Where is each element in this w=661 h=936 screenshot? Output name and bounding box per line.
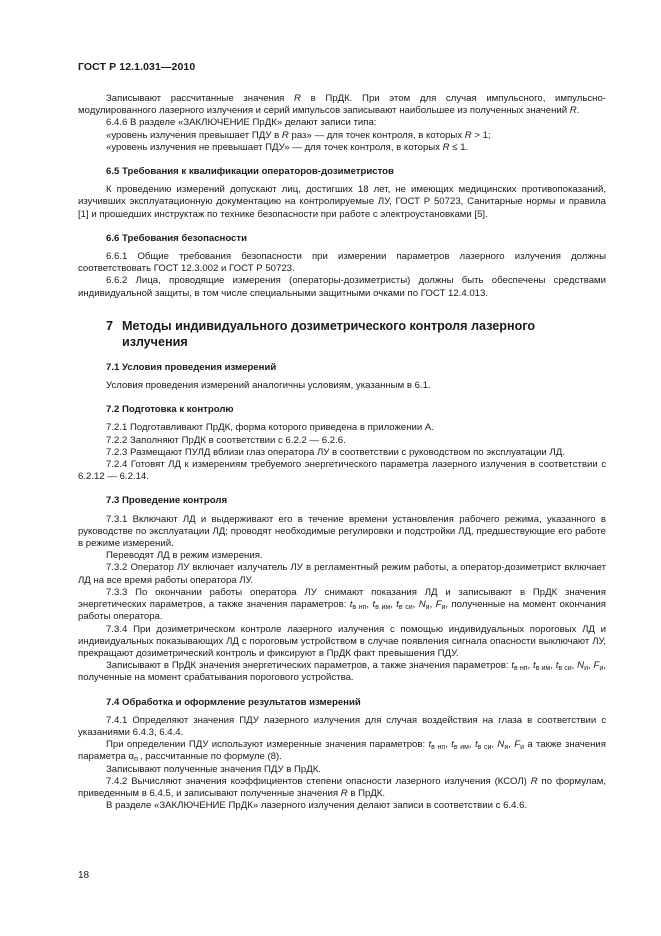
paragraph-switch-mode: Переводят ЛД в режим измерения. xyxy=(106,550,263,562)
paragraph-exceeds: «уровень излучения превышает ПДУ в R раз» — для точек контроля, в которых R > 1; xyxy=(106,129,491,141)
heading-6-5: 6.5 Требования к квалификации операторов-дозиметристов xyxy=(106,166,394,178)
paragraph-threshold-record: Записывают в ПрДК значения энергетических параметров, а также значения параметров: $t_{в нп}$, $t_{в им}$, $t_{в си}$, $N_и$, $F_и$, полученные на момент срабатывания порогового устройства. xyxy=(78,660,606,684)
paragraph-7-3-2: 7.3.2 Оператор ЛУ включает излучатель ЛУ в регламентный режим работы, а оператор-дозиметрист включает ЛД на все время работы оператора ЛУ. xyxy=(78,562,606,586)
paragraph-6-6-2: 6.6.2 Лица, проводящие измерения (операторы-дозиметристы) должны быть обеспечены средствами индивидуальной защиты, в том числе специальными защитными очками по ГОСТ 12.4.013. xyxy=(78,275,606,299)
paragraph-6-5: К проведению измерений допускают лиц, достигших 18 лет, не имеющих медицинских противопоказаний, изучивших эксплуатационную документацию на контролируемые ЛУ, ГОСТ Р 50723, Санитарные нормы и правила [1] и прошедших инструктаж по технике безопасности при работе с электроустановками [5]. xyxy=(78,184,606,220)
paragraph-record-pdu: Записывают полученные значения ПДУ в ПрДК. xyxy=(106,763,321,775)
paragraph-7-2-1: 7.2.1 Подготавливают ПрДК, форма которого приведена в приложении А. xyxy=(106,422,434,434)
paragraph-7-2-4: 7.2.4 Готовят ЛД к измерениям требуемого энергетического параметра лазерного излучения в соответствии с 6.2.12 — 6.2.14. xyxy=(78,459,606,483)
heading-7-2: 7.2 Подготовка к контролю xyxy=(106,404,234,416)
paragraph-7-2-3: 7.2.3 Размещают ПУЛД вблизи глаз оператора ЛУ в соответствии с руководством по эксплуатации ЛД. xyxy=(106,446,565,458)
heading-7-3: 7.3 Проведение контроля xyxy=(106,495,228,507)
paragraph-7-1: Условия проведения измерений аналогичны условиям, указанным в 6.1. xyxy=(106,380,431,392)
paragraph-7-3-3: 7.3.3 По окончании работы оператора ЛУ снимают показания ЛД и записывают в ПрДК значения энергетических параметров, а также значения параметров: $t_{в нп}$, $t_{в им}$, $t_{в си}$, $N_и$, $F_и$, полученные на момент окончания работы оператора. xyxy=(78,586,606,623)
paragraph-pdu-params: При определении ПДУ используют измеренные значения параметров: $t_{в нп}$, $t_{в им}$, $t_{в си}$, $N_и$, $F_и$ а также значения параметра $\alpha_п$ , рассчитанные по формуле (8). xyxy=(78,739,606,764)
paragraph-7-4-1: 7.4.1 Определяют значения ПДУ лазерного излучения для случая воздействия на глаза в соответствии с указаниями 6.4.3, 6.4.4. xyxy=(78,714,606,738)
heading-section-7: 7 Методы индивидуального дозиметрического контроля лазерного излучения xyxy=(106,318,536,349)
heading-7-1: 7.1 Условия проведения измерений xyxy=(106,361,277,373)
paragraph-not-exceeds: «уровень излучения не превышает ПДУ» — для точек контроля, в которых R ≤ 1. xyxy=(106,141,469,153)
paragraph-6-6-1: 6.6.1 Общие требования безопасности при измерении параметров лазерного излучения должны соответствовать ГОСТ 12.3.002 и ГОСТ Р 50723. xyxy=(78,251,606,275)
paragraph-7-3-4: 7.3.4 При дозиметрическом контроле лазерного излучения с помощью индивидуальных пороговых ЛД и индивидуальных показывающих ЛД с пороговым устройством в случае появления сигнала опасности выключают ЛУ, прекращают дозиметрический контроль и фиксируют в ПрДК факт превышения ПДУ. xyxy=(78,623,606,659)
heading-6-6: 6.6 Требования безопасности xyxy=(106,232,247,244)
page-body xyxy=(78,93,606,812)
paragraph-7-4-2: 7.4.2 Вычисляют значения коэффициентов степени опасности лазерного излучения (КСОЛ) R по формулам, приведенным в 6.4.5, и записывают полученные значения R в ПрДК. xyxy=(78,775,606,799)
paragraph-7-3-1: 7.3.1 Включают ЛД и выдерживают его в течение времени установления рабочего режима, указанного в руководстве по эксплуатации ЛД; проводят необходимые регулировки и подстройки ЛД, предшествующие его работе в режиме измерений. xyxy=(78,513,606,550)
running-header: ГОСТ Р 12.1.031—2010 xyxy=(78,61,196,73)
paragraph-6-4-6: 6.4.6 В разделе «ЗАКЛЮЧЕНИЕ ПрДК» делают записи типа: xyxy=(106,117,377,129)
paragraph-record-r: Записывают рассчитанные значения R в ПрДК. При этом для случая импульсного, импульсно-модулированного лазерного излучения и серий импульсов записывают наибольшее из полученных значений R. xyxy=(78,93,606,117)
paragraph-7-2-2: 7.2.2 Заполняют ПрДК в соответствии с 6.2.2 — 6.2.6. xyxy=(106,434,346,446)
page-number: 18 xyxy=(78,870,90,881)
paragraph-conclusion: В разделе «ЗАКЛЮЧЕНИЕ ПрДК» лазерного излучения делают записи в соответствии с 6.4.6. xyxy=(106,800,528,812)
heading-7-4: 7.4 Обработка и оформление результатов измерений xyxy=(106,696,361,708)
